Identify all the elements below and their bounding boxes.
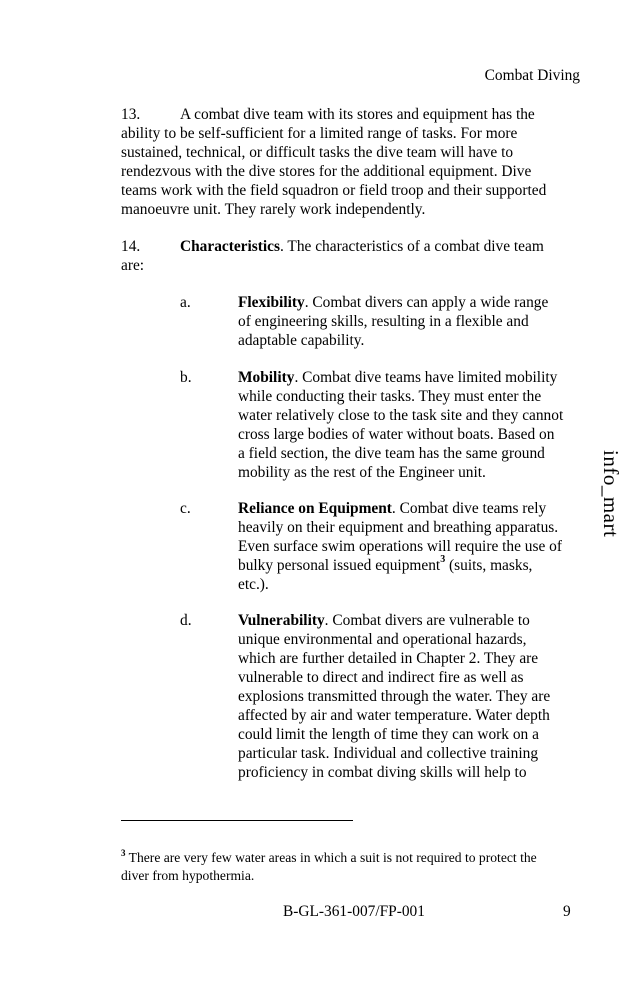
paragraph-line: A combat dive team with its stores and equipment has the <box>180 106 535 123</box>
item-line: affected by air and water temperature. Water depth <box>238 707 550 724</box>
item-line: Vulnerability. Combat divers are vulnerable to <box>238 612 530 629</box>
item-heading: Vulnerability <box>238 612 325 629</box>
item-line: unique environmental and operational hazards, <box>238 631 527 648</box>
item-letter: b. <box>180 369 192 386</box>
item-line: could limit the length of time they can work on a <box>238 726 539 743</box>
item-line: Reliance on Equipment. Combat dive teams rely <box>238 500 547 517</box>
item-heading: Mobility <box>238 369 295 386</box>
paragraph-heading: Characteristics <box>180 238 281 255</box>
footnote-divider <box>121 820 353 821</box>
item-line: adaptable capability. <box>238 332 365 349</box>
paragraph-line: manoeuvre unit. They rarely work independently. <box>121 201 426 218</box>
paragraph-line: rendezvous with the dive stores for the additional equipment. Dive <box>121 163 532 180</box>
item-line: explosions transmitted through the water. They are <box>238 688 551 705</box>
paragraph-line: teams work with the field squadron or field troop and their supported <box>121 182 547 199</box>
document-code: B-GL-361-007/FP-001 <box>283 903 425 920</box>
item-line: while conducting their tasks. They must enter the <box>238 388 542 405</box>
item-line: Flexibility. Combat divers can apply a wide range <box>238 294 549 311</box>
item-line: Even surface swim operations will require the use of <box>238 538 562 555</box>
item-line: cross large bodies of water without boats. Based on <box>238 426 555 443</box>
item-line: water relatively close to the task site and they cannot <box>238 407 564 424</box>
item-line: vulnerable to direct and indirect fire as well as <box>238 669 524 686</box>
item-line: a field section, the dive team has the same ground <box>238 445 545 462</box>
footnote-marker: 3 <box>121 848 126 858</box>
item-letter: d. <box>180 612 192 629</box>
item-letter: c. <box>180 500 191 517</box>
item-line: heavily on their equipment and breathing apparatus. <box>238 519 559 536</box>
footnote-reference[interactable]: 3 <box>440 554 446 565</box>
paragraph-line: are: <box>121 257 145 274</box>
footnote-line: $^3$ There are very few water areas in which a suit is not required to protect the <box>121 848 537 865</box>
running-header: Combat Diving <box>484 67 580 84</box>
footnote-line: diver from hypothermia. <box>121 868 255 883</box>
page-number: 9 <box>563 903 571 920</box>
item-line: particular task. Individual and collective training <box>238 745 539 762</box>
item-line: Mobility. Combat dive teams have limited mobility <box>238 369 558 386</box>
item-heading: Flexibility <box>238 294 305 311</box>
paragraph-number: 14. <box>121 238 141 255</box>
side-watermark-label: info_mart <box>599 450 623 538</box>
item-line: which are further detailed in Chapter 2. They are <box>238 650 539 667</box>
item-heading: Reliance on Equipment <box>238 500 392 517</box>
paragraph-number: 13. <box>121 106 141 123</box>
item-line: of engineering skills, resulting in a flexible and <box>238 313 529 330</box>
item-line: mobility as the rest of the Engineer unit. <box>238 464 486 481</box>
item-line: proficiency in combat diving skills will help to <box>238 764 527 781</box>
item-line: bulky personal issued equipment$^3$ (suits, masks, <box>238 554 533 574</box>
item-letter: a. <box>180 294 191 311</box>
paragraph-line: Characteristics. The characteristics of a combat dive team <box>180 238 544 255</box>
paragraph-line: sustained, technical, or difficult tasks the dive team will have to <box>121 144 514 161</box>
item-line: etc.). <box>238 576 269 593</box>
paragraph-line: ability to be self-sufficient for a limited range of tasks. For more <box>121 125 518 142</box>
